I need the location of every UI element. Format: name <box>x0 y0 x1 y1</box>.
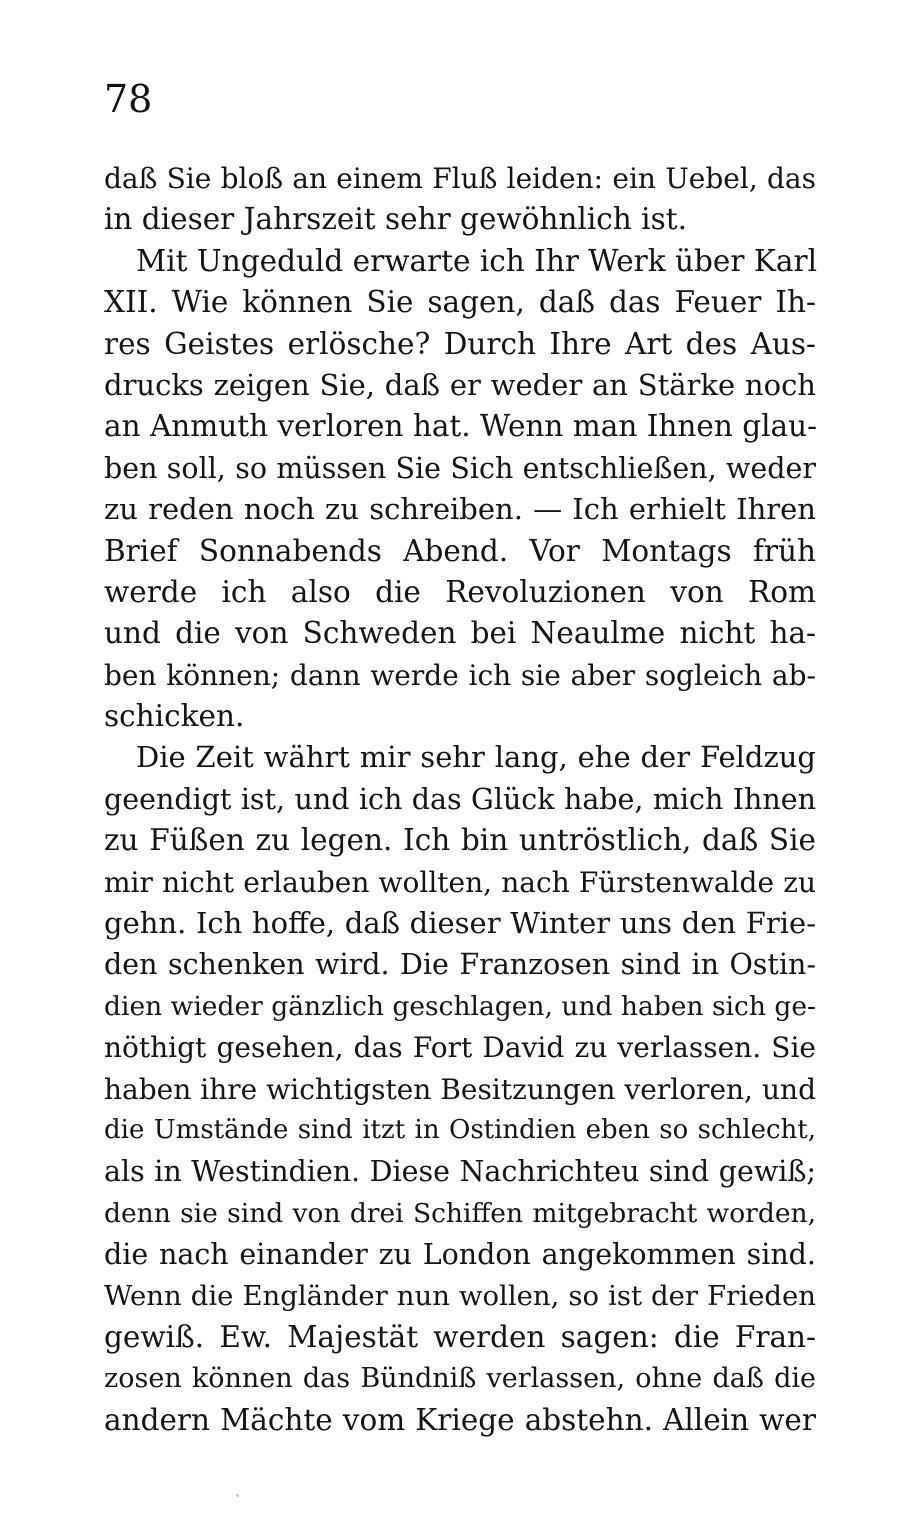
text-line: zu reden noch zu schreiben. — Ich erhielt Ihren <box>104 492 816 527</box>
text-line: Mit Ungeduld erwarte ich Ihr Werk über Karl <box>136 243 818 278</box>
text-line: gewiß. Ew. Majestät werden sagen: die Fran- <box>104 1319 816 1354</box>
text-line: in dieser Jahrszeit sehr gewöhnlich ist. <box>104 202 687 237</box>
text-line: drucks zeigen Sie, daß er weder an Stärke noch <box>104 367 816 402</box>
paper-speck <box>236 1494 239 1497</box>
text-line: denn sie sind von drei Schiffen mitgebracht worden, <box>104 1197 816 1229</box>
body-text <box>104 158 816 1441</box>
text-line: die Umstände sind itzt in Ostindien eben so schlecht, <box>104 1114 816 1145</box>
text-line: zosen können das Bündniß verlassen, ohne daß die <box>104 1363 816 1395</box>
text-line: als in Westindien. Diese Nachrichteu sind gewiß; <box>104 1155 816 1189</box>
text-line: ben können; dann werde ich sie aber sogleich ab- <box>104 658 816 692</box>
text-line: gehn. Ich hoffe, daß dieser Winter uns den Frie- <box>104 906 816 941</box>
text-line: res Geistes erlösche? Durch Ihre Art des Aus- <box>104 326 816 361</box>
text-line: und die von Schweden bei Neaulme nicht ha- <box>104 616 816 651</box>
page-number: 78 <box>104 77 153 121</box>
text-line: andern Mächte vom Kriege abstehn. Allein wer <box>104 1402 816 1437</box>
text-line: geendigt ist, und ich das Glück habe, mich Ihnen <box>104 782 816 816</box>
text-line: haben ihre wichtigsten Besitzungen verloren, und <box>104 1072 816 1106</box>
text-line: die nach einander zu London angekommen sind. <box>104 1238 816 1272</box>
text-line: zu Füßen zu legen. Ich bin untröstlich, daß Sie <box>104 823 816 858</box>
text-line: werde ich also die Revoluzionen von Rom <box>104 574 816 609</box>
text-line: schicken. <box>104 699 245 734</box>
text-line: Wenn die Engländer nun wollen, so ist der Frieden <box>104 1279 816 1312</box>
text-line: an Anmuth verloren hat. Wenn man Ihnen glau- <box>104 409 818 444</box>
text-line: den schenken wird. Die Franzosen sind in Ostin- <box>104 948 816 982</box>
text-line: XII. Wie können Sie sagen, daß das Feuer Ih- <box>104 285 816 320</box>
text-line: mir nicht erlauben wollten, nach Fürstenwalde zu <box>104 865 816 899</box>
text-line: Brief Sonnabends Abend. Vor Montags früh <box>104 533 816 568</box>
text-line: Die Zeit währt mir sehr lang, ehe der Feldzug <box>136 740 816 775</box>
text-line: daß Sie bloß an einem Fluß leiden: ein Uebel, das <box>104 162 816 195</box>
text-line: nöthigt gesehen, das Fort David zu verlassen. Sie <box>104 1031 816 1065</box>
text-line: dien wieder gänzlich geschlagen, und haben sich ge- <box>104 990 816 1022</box>
text-line: ben soll, so müssen Sie Sich entschließen, weder <box>104 451 816 485</box>
